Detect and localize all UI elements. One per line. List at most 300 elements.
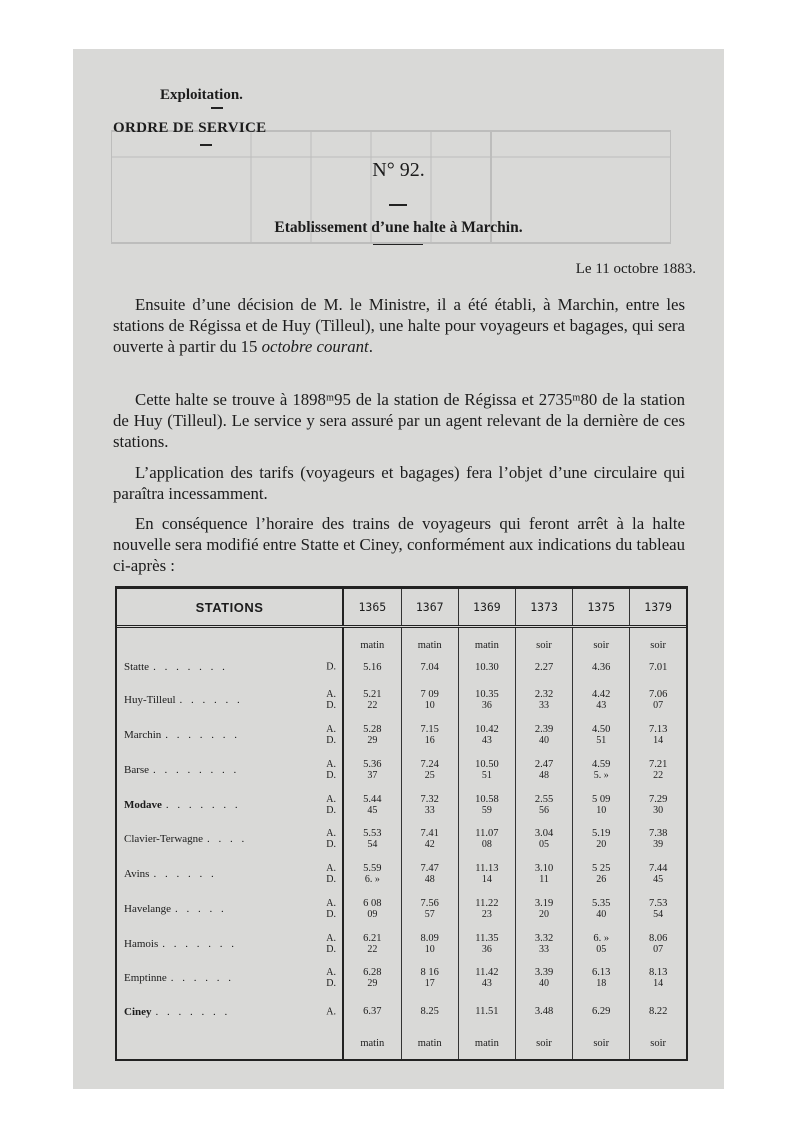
station-cell [117,683,343,718]
order-title: Etablissement d’une halte à Marchin. [274,219,523,236]
time-cell [343,857,401,892]
time-cell [515,683,572,718]
time-value-secondary: 36 [481,700,492,712]
time-value: 11.13 [475,863,499,875]
time-cell [458,718,515,753]
station-cell [117,891,343,926]
time-value-secondary: 17 [424,978,435,990]
time-value-secondary: 08 [481,839,492,851]
time-value: 7 09 [420,689,439,701]
station-cell [117,718,343,753]
mark-label: A. [326,793,336,805]
period-label: soir [573,627,630,652]
time-cell [573,787,630,822]
time-value: 11.51 [475,1006,499,1018]
time-cell [515,926,572,961]
title-underline [373,244,423,245]
time-value: 7.13 [648,723,668,735]
time-value-secondary: 14 [481,874,492,886]
time-cell [630,822,686,857]
time-cell [573,891,630,926]
station-cell [117,752,343,787]
time-value: 3.48 [534,1006,554,1018]
time-cell [573,683,630,718]
time-cell [401,718,458,753]
period-label: matin [343,1027,401,1059]
time-cell [573,651,630,683]
time-value: 6.21 [363,932,382,944]
mark-label: D. [326,874,336,886]
station-cell [117,787,343,822]
leader-dots: . . . . . . [153,868,217,881]
time-value: 2.27 [534,661,554,673]
time-value: 7.21 [648,758,668,770]
time-value-secondary: 11 [539,874,549,886]
train-number-header: 1373 [515,589,572,627]
time-value: 3.32 [534,932,554,944]
time-cell [343,996,401,1028]
time-cell [515,857,572,892]
leader-dots: . . . . . . . [153,661,228,674]
time-value: 8.13 [648,967,668,979]
time-cell [458,891,515,926]
time-value-secondary: 33 [539,943,550,955]
order-number: N° 92. [372,159,425,181]
mark-label: A. [326,863,336,875]
time-cell [573,996,630,1028]
time-value-secondary: 54 [653,908,664,920]
mark-label: D. [326,908,336,920]
time-value-secondary: 16 [424,734,435,746]
time-value: 11.35 [475,932,499,944]
time-cell [630,961,686,996]
time-value: 10.35 [475,689,499,701]
time-cell [630,718,686,753]
time-value: 11.42 [475,967,499,979]
station-name: Avins [124,868,150,881]
time-value: 8.22 [648,1006,668,1018]
time-cell [401,891,458,926]
time-value: 7.41 [420,828,439,840]
time-value-secondary: 14 [653,978,664,990]
order-label: ORDRE DE SERVICE [113,120,267,136]
time-cell [458,996,515,1028]
station-name: Barse [124,763,150,776]
station-cell [117,996,343,1028]
time-cell [458,651,515,683]
time-value: 7.24 [420,758,439,770]
time-value: 7.38 [648,828,668,840]
station-name: Statte [124,661,150,674]
time-cell [401,996,458,1028]
time-value: 6.37 [363,1006,382,1018]
station-name: Hamois [124,937,159,950]
divider-dash [200,144,212,146]
time-value: 8.25 [420,1006,439,1018]
time-value: 5 25 [592,863,611,875]
arrival-departure-marks [326,1006,336,1017]
time-cell [630,891,686,926]
time-value-secondary: 40 [596,908,607,920]
time-value-secondary: 05 [596,943,607,955]
period-row [117,627,686,652]
time-value-secondary: 05 [539,839,550,851]
time-cell [343,926,401,961]
station-row [117,961,686,996]
station-name: Ciney [124,1005,152,1018]
timetable-body [117,627,686,1060]
time-value: 2.32 [534,689,554,701]
mark-label: D. [326,661,336,673]
time-value: 7.47 [420,863,439,875]
leader-dots: . . . . . . . [162,937,237,950]
time-value-secondary: 10 [424,700,435,712]
leader-dots: . . . . . . [179,694,243,707]
time-value: 4.59 [592,758,611,770]
time-cell [515,891,572,926]
paragraph-location: Cette halte se trouve à 1898ᵐ95 de la station de Régissa et 2735ᵐ80 de la station de Huy (Tilleul). Le service y sera assuré par un agent relevant de la dernière de ces stations. [113,390,685,452]
mark-label: A. [326,897,336,909]
station-row [117,857,686,892]
period-label: soir [630,627,686,652]
station-row [117,926,686,961]
time-cell [343,961,401,996]
time-value: 4.42 [592,689,611,701]
department-label: Exploitation. [160,87,243,103]
time-cell [573,857,630,892]
time-value-secondary: 29 [367,734,378,746]
station-name: Modave [124,798,162,811]
station-row [117,996,686,1028]
time-value-secondary: 43 [596,700,607,712]
arrival-departure-marks [326,662,336,673]
time-cell [343,718,401,753]
time-value: 10.50 [475,758,499,770]
time-value: 7.32 [420,793,439,805]
mark-label: A. [326,1006,336,1018]
time-value-secondary: 25 [424,769,435,781]
time-value: 10.58 [475,793,499,805]
mark-label: A. [326,932,336,944]
station-cell [117,926,343,961]
time-value-secondary: 22 [653,769,664,781]
time-value: 6.28 [363,967,382,979]
arrival-departure-marks [326,933,336,955]
time-cell [401,651,458,683]
time-value: 6.29 [592,1006,611,1018]
leader-dots: . . . . . . . [165,798,241,811]
time-cell [515,718,572,753]
station-row [117,787,686,822]
time-cell [401,683,458,718]
time-value-secondary: 6. » [364,874,380,886]
time-value-secondary: 10 [424,943,435,955]
time-cell [573,822,630,857]
time-value-secondary: 43 [481,978,492,990]
period-label: matin [458,1027,515,1059]
time-value-secondary: 29 [367,978,378,990]
time-value-secondary: 10 [596,804,607,816]
time-cell [401,787,458,822]
time-value-secondary: 14 [653,734,664,746]
time-cell [458,857,515,892]
time-value-secondary: 09 [367,908,378,920]
time-value: 5.35 [592,897,611,909]
period-label: matin [343,627,401,652]
time-value-secondary: 26 [596,874,607,886]
mark-label: D. [326,700,336,712]
arrival-departure-marks [326,759,336,781]
order-date: Le 11 octobre 1883. [575,261,696,277]
time-value: 5.21 [363,689,382,701]
time-cell [573,752,630,787]
time-value: 7.15 [420,723,439,735]
time-value-secondary: 39 [653,839,664,851]
time-cell [401,822,458,857]
time-value: 6. » [593,932,610,944]
arrival-departure-marks [326,689,336,711]
time-cell [343,822,401,857]
train-number-header: 1375 [573,589,630,627]
time-value-secondary: 43 [481,734,492,746]
time-value: 3.39 [534,967,554,979]
time-value: 7.04 [420,661,439,673]
mark-label: A. [326,758,336,770]
timetable-header-row [117,589,686,627]
time-cell [515,961,572,996]
time-value-secondary: 45 [367,804,378,816]
divider-dash [211,107,223,109]
time-cell [573,926,630,961]
leader-dots: . . . . . [175,902,227,915]
train-number-header: 1369 [458,589,515,627]
time-cell [343,787,401,822]
timetable [115,586,688,1061]
time-value: 7.01 [648,661,668,673]
arrival-departure-marks [326,828,336,850]
stations-header: STATIONS [117,589,343,627]
period-label: matin [401,1027,458,1059]
time-cell [630,996,686,1028]
time-value-secondary: 57 [424,908,435,920]
time-cell [458,683,515,718]
leader-dots: . . . . [207,833,248,846]
time-value: 5 09 [592,793,611,805]
time-value: 11.22 [475,897,499,909]
mark-label: D. [326,769,336,781]
time-value-secondary: 18 [596,978,607,990]
time-cell [401,752,458,787]
time-value: 10.30 [475,661,499,673]
time-cell [515,752,572,787]
time-value-secondary: 40 [539,978,550,990]
time-cell [630,752,686,787]
paragraph-decision: Ensuite d’une décision de M. le Ministre, il a été établi, à Marchin, entre les stations de Régissa et de Huy (Tilleul), une halte pour voyageurs et bagages, qui sera ouverte à partir du 15 octobre courant. [113,295,685,357]
time-cell [401,926,458,961]
time-value-secondary: 30 [653,804,664,816]
time-value-secondary: 51 [481,769,492,781]
station-name: Havelange [124,902,172,915]
time-value: 5.19 [592,828,611,840]
time-cell [630,857,686,892]
time-cell [515,996,572,1028]
station-row [117,718,686,753]
time-value: 10.42 [475,723,499,735]
time-cell [401,961,458,996]
station-name: Clavier-Terwagne [124,833,204,846]
timetable-grid [117,589,686,1059]
mark-label: D. [326,734,336,746]
divider-dash [389,204,407,206]
time-value: 3.04 [534,828,554,840]
time-value: 8.09 [420,932,439,944]
time-value-secondary: 56 [539,804,550,816]
period-label: soir [630,1027,686,1059]
time-value: 6.13 [592,967,611,979]
period-label: soir [515,1027,572,1059]
time-value-secondary: 33 [424,804,435,816]
period-label: matin [401,627,458,652]
time-cell [515,787,572,822]
time-value-secondary: 33 [539,700,550,712]
time-value-secondary: 20 [596,839,607,851]
time-value: 5.28 [363,723,382,735]
mark-label: A. [326,723,336,735]
mark-label: D. [326,839,336,851]
time-cell [630,926,686,961]
time-value: 7.29 [648,793,668,805]
mark-label: D. [326,978,336,990]
time-value-secondary: 07 [653,943,664,955]
time-value: 7.56 [420,897,439,909]
time-cell [458,926,515,961]
time-value: 3.19 [534,897,554,909]
time-value: 4.36 [592,661,611,673]
time-value-secondary: 5. » [593,769,609,781]
station-cell [117,961,343,996]
station-row [117,651,686,683]
time-value: 6 08 [363,897,382,909]
mark-label: A. [326,967,336,979]
time-cell [458,822,515,857]
time-value-secondary: 36 [481,943,492,955]
time-value: 7.06 [648,689,668,701]
leader-dots: . . . . . . . [155,1005,231,1018]
station-row [117,683,686,718]
time-value: 5.44 [363,793,382,805]
time-value-secondary: 22 [367,700,378,712]
arrival-departure-marks [326,863,336,885]
period-label: soir [515,627,572,652]
time-value: 8 16 [420,967,439,979]
time-cell [343,891,401,926]
station-name: Huy-Tilleul [124,694,176,707]
station-cell [117,822,343,857]
station-cell [117,857,343,892]
station-name: Emptinne [124,972,167,985]
station-row [117,752,686,787]
station-row [117,822,686,857]
time-cell [458,961,515,996]
time-cell [573,718,630,753]
train-number-header: 1379 [630,589,686,627]
arrival-departure-marks [326,967,336,989]
time-value-secondary: 22 [367,943,378,955]
time-value-secondary: 45 [653,874,664,886]
time-cell [343,752,401,787]
time-value-secondary: 51 [596,734,607,746]
time-cell [630,651,686,683]
train-number-header: 1365 [343,589,401,627]
time-cell [458,752,515,787]
period-row [117,1027,686,1059]
time-value-secondary: 42 [424,839,435,851]
period-row-spacer [117,627,343,652]
mark-label: A. [326,828,336,840]
time-value: 3.10 [534,863,554,875]
time-cell [630,787,686,822]
mark-label: D. [326,804,336,816]
station-name: Marchin [124,728,162,741]
time-value: 11.07 [475,828,499,840]
time-value: 7.53 [648,897,668,909]
leader-dots: . . . . . . [170,972,235,985]
time-value-secondary: 48 [539,769,550,781]
time-cell [515,651,572,683]
time-value: 8.06 [648,932,668,944]
time-value-secondary: 20 [539,908,550,920]
arrival-departure-marks [326,898,336,920]
arrival-departure-marks [326,724,336,746]
train-number-header: 1367 [401,589,458,627]
time-value: 5.16 [363,661,382,673]
time-cell [515,822,572,857]
time-cell [343,651,401,683]
time-value: 4.50 [592,723,611,735]
time-value: 5.59 [363,863,382,875]
time-cell [401,857,458,892]
time-cell [630,683,686,718]
period-row-spacer [117,1027,343,1059]
time-value-secondary: 07 [653,700,664,712]
time-value: 5.36 [363,758,382,770]
time-value-secondary: 40 [539,734,550,746]
time-value: 2.39 [534,723,554,735]
arrival-departure-marks [326,794,336,816]
time-value-secondary: 48 [424,874,435,886]
leader-dots: . . . . . . . . [153,763,240,776]
time-cell [573,961,630,996]
mark-label: D. [326,943,336,955]
station-row [117,891,686,926]
period-label: matin [458,627,515,652]
time-cell [343,683,401,718]
leader-dots: . . . . . . . [165,728,241,741]
document-page [73,49,724,1089]
time-value: 2.47 [534,758,554,770]
time-value: 5.53 [363,828,382,840]
paragraph-tariffs: L’application des tarifs (voyageurs et bagages) fera l’objet d’une circulaire qui paraîtra incessamment. [113,463,685,504]
mark-label: A. [326,689,336,701]
time-value: 7.44 [648,863,668,875]
time-value-secondary: 23 [481,908,492,920]
time-value-secondary: 37 [367,769,378,781]
time-cell [458,787,515,822]
station-cell [117,651,343,683]
time-value: 2.55 [534,793,554,805]
period-label: soir [573,1027,630,1059]
paragraph-timetable-intro: En conséquence l’horaire des trains de voyageurs qui feront arrêt à la halte nouvelle sera modifié entre Statte et Ciney, conformément aux indications du tableau ci-après : [113,514,685,576]
